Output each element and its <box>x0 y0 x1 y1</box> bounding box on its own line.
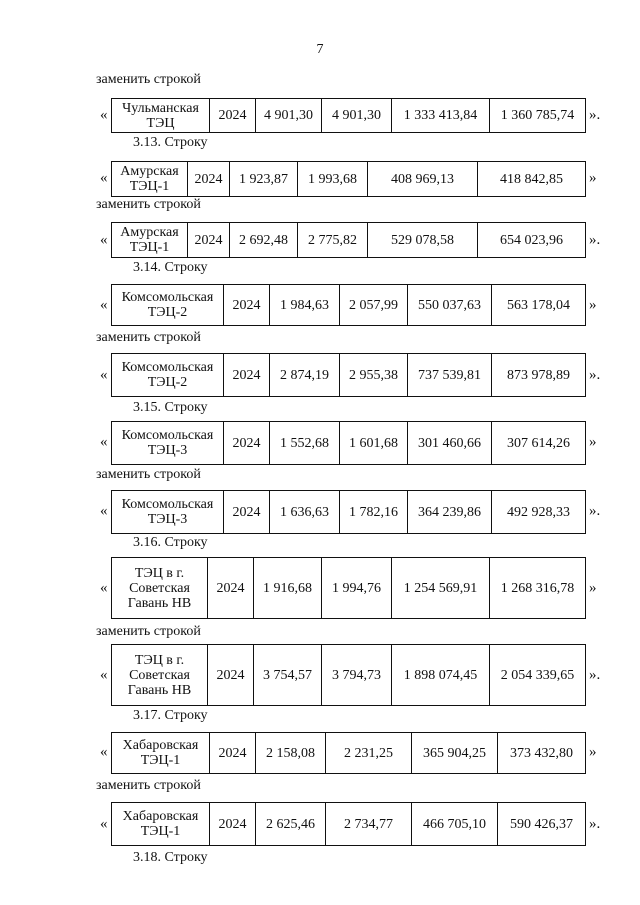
replace-with-line: заменить строкой <box>96 778 201 793</box>
replace-with-line: заменить строкой <box>96 467 201 482</box>
year-cell: 2024 <box>188 162 230 197</box>
table-row <box>111 421 586 465</box>
value-cell: 3 794,73 <box>322 645 392 706</box>
table-row <box>111 98 586 133</box>
station-name: ТЭЦ в г. Советская Гавань НВ <box>112 645 208 706</box>
section-heading: 3.15. Строку <box>133 400 208 415</box>
table-row <box>111 490 586 534</box>
value-cell: 307 614,26 <box>492 422 586 465</box>
replace-with-line: заменить строкой <box>96 197 201 212</box>
station-name: Чульманская ТЭЦ <box>112 99 210 133</box>
value-cell: 373 432,80 <box>498 733 586 774</box>
station-name: Комсомольская ТЭЦ-3 <box>112 491 224 534</box>
section-heading: 3.18. Строку <box>133 850 208 865</box>
open-quote: « <box>100 232 108 248</box>
open-quote: « <box>100 816 108 832</box>
section-heading: 3.14. Строку <box>133 260 208 275</box>
open-quote: « <box>100 107 108 123</box>
table-row <box>111 161 586 197</box>
value-cell: 1 782,16 <box>340 491 408 534</box>
value-cell: 550 037,63 <box>408 285 492 326</box>
open-quote: « <box>100 434 108 450</box>
table-row <box>111 284 586 326</box>
year-cell: 2024 <box>208 645 254 706</box>
value-cell: 2 734,77 <box>326 803 412 846</box>
year-cell: 2024 <box>224 491 270 534</box>
value-cell: 2 692,48 <box>230 223 298 258</box>
year-cell: 2024 <box>208 558 254 619</box>
replace-with-line: заменить строкой <box>96 624 201 639</box>
value-cell: 466 705,10 <box>412 803 498 846</box>
value-cell: 654 023,96 <box>478 223 586 258</box>
open-quote: « <box>100 580 108 596</box>
year-cell: 2024 <box>188 223 230 258</box>
section-heading: 3.13. Строку <box>133 135 208 150</box>
section-heading: 3.16. Строку <box>133 535 208 550</box>
open-quote: « <box>100 297 108 313</box>
year-cell: 2024 <box>210 733 256 774</box>
value-cell: 2 874,19 <box>270 354 340 397</box>
value-cell: 2 625,46 <box>256 803 326 846</box>
station-name: Хабаровская ТЭЦ-1 <box>112 803 210 846</box>
value-cell: 1 984,63 <box>270 285 340 326</box>
close-quote: » <box>589 580 597 596</box>
table-row <box>111 222 586 258</box>
value-cell: 1 993,68 <box>298 162 368 197</box>
station-name: Амурская ТЭЦ-1 <box>112 223 188 258</box>
open-quote: « <box>100 170 108 186</box>
open-quote: « <box>100 744 108 760</box>
close-quote: ». <box>589 667 601 683</box>
value-cell: 1 333 413,84 <box>392 99 490 133</box>
value-cell: 1 994,76 <box>322 558 392 619</box>
value-cell: 408 969,13 <box>368 162 478 197</box>
value-cell: 873 978,89 <box>492 354 586 397</box>
value-cell: 4 901,30 <box>256 99 322 133</box>
station-name: Комсомольская ТЭЦ-2 <box>112 354 224 397</box>
value-cell: 737 539,81 <box>408 354 492 397</box>
replace-with-line: заменить строкой <box>96 330 201 345</box>
open-quote: « <box>100 367 108 383</box>
value-cell: 3 754,57 <box>254 645 322 706</box>
value-cell: 1 552,68 <box>270 422 340 465</box>
value-cell: 364 239,86 <box>408 491 492 534</box>
section-heading: 3.17. Строку <box>133 708 208 723</box>
station-name: Комсомольская ТЭЦ-2 <box>112 285 224 326</box>
value-cell: 590 426,37 <box>498 803 586 846</box>
value-cell: 1 923,87 <box>230 162 298 197</box>
value-cell: 2 158,08 <box>256 733 326 774</box>
open-quote: « <box>100 667 108 683</box>
close-quote: ». <box>589 503 601 519</box>
year-cell: 2024 <box>224 354 270 397</box>
value-cell: 563 178,04 <box>492 285 586 326</box>
table-row <box>111 802 586 846</box>
table-row <box>111 644 586 706</box>
close-quote: ». <box>589 232 601 248</box>
value-cell: 1 898 074,45 <box>392 645 490 706</box>
value-cell: 529 078,58 <box>368 223 478 258</box>
value-cell: 1 268 316,78 <box>490 558 586 619</box>
replace-with-line: заменить строкой <box>96 72 201 87</box>
value-cell: 2 057,99 <box>340 285 408 326</box>
value-cell: 1 636,63 <box>270 491 340 534</box>
close-quote: ». <box>589 107 601 123</box>
value-cell: 1 360 785,74 <box>490 99 586 133</box>
value-cell: 1 601,68 <box>340 422 408 465</box>
page-number: 7 <box>316 42 324 57</box>
close-quote: » <box>589 297 597 313</box>
station-name: ТЭЦ в г. Советская Гавань НВ <box>112 558 208 619</box>
value-cell: 4 901,30 <box>322 99 392 133</box>
value-cell: 492 928,33 <box>492 491 586 534</box>
year-cell: 2024 <box>224 422 270 465</box>
open-quote: « <box>100 503 108 519</box>
value-cell: 2 231,25 <box>326 733 412 774</box>
table-row <box>111 732 586 774</box>
value-cell: 365 904,25 <box>412 733 498 774</box>
value-cell: 1 916,68 <box>254 558 322 619</box>
value-cell: 2 775,82 <box>298 223 368 258</box>
year-cell: 2024 <box>224 285 270 326</box>
close-quote: » <box>589 170 597 186</box>
table-row <box>111 557 586 619</box>
year-cell: 2024 <box>210 99 256 133</box>
close-quote: ». <box>589 816 601 832</box>
close-quote: ». <box>589 367 601 383</box>
value-cell: 1 254 569,91 <box>392 558 490 619</box>
station-name: Комсомольская ТЭЦ-3 <box>112 422 224 465</box>
year-cell: 2024 <box>210 803 256 846</box>
value-cell: 418 842,85 <box>478 162 586 197</box>
close-quote: » <box>589 434 597 450</box>
value-cell: 301 460,66 <box>408 422 492 465</box>
value-cell: 2 955,38 <box>340 354 408 397</box>
station-name: Хабаровская ТЭЦ-1 <box>112 733 210 774</box>
value-cell: 2 054 339,65 <box>490 645 586 706</box>
close-quote: » <box>589 744 597 760</box>
station-name: Амурская ТЭЦ-1 <box>112 162 188 197</box>
table-row <box>111 353 586 397</box>
